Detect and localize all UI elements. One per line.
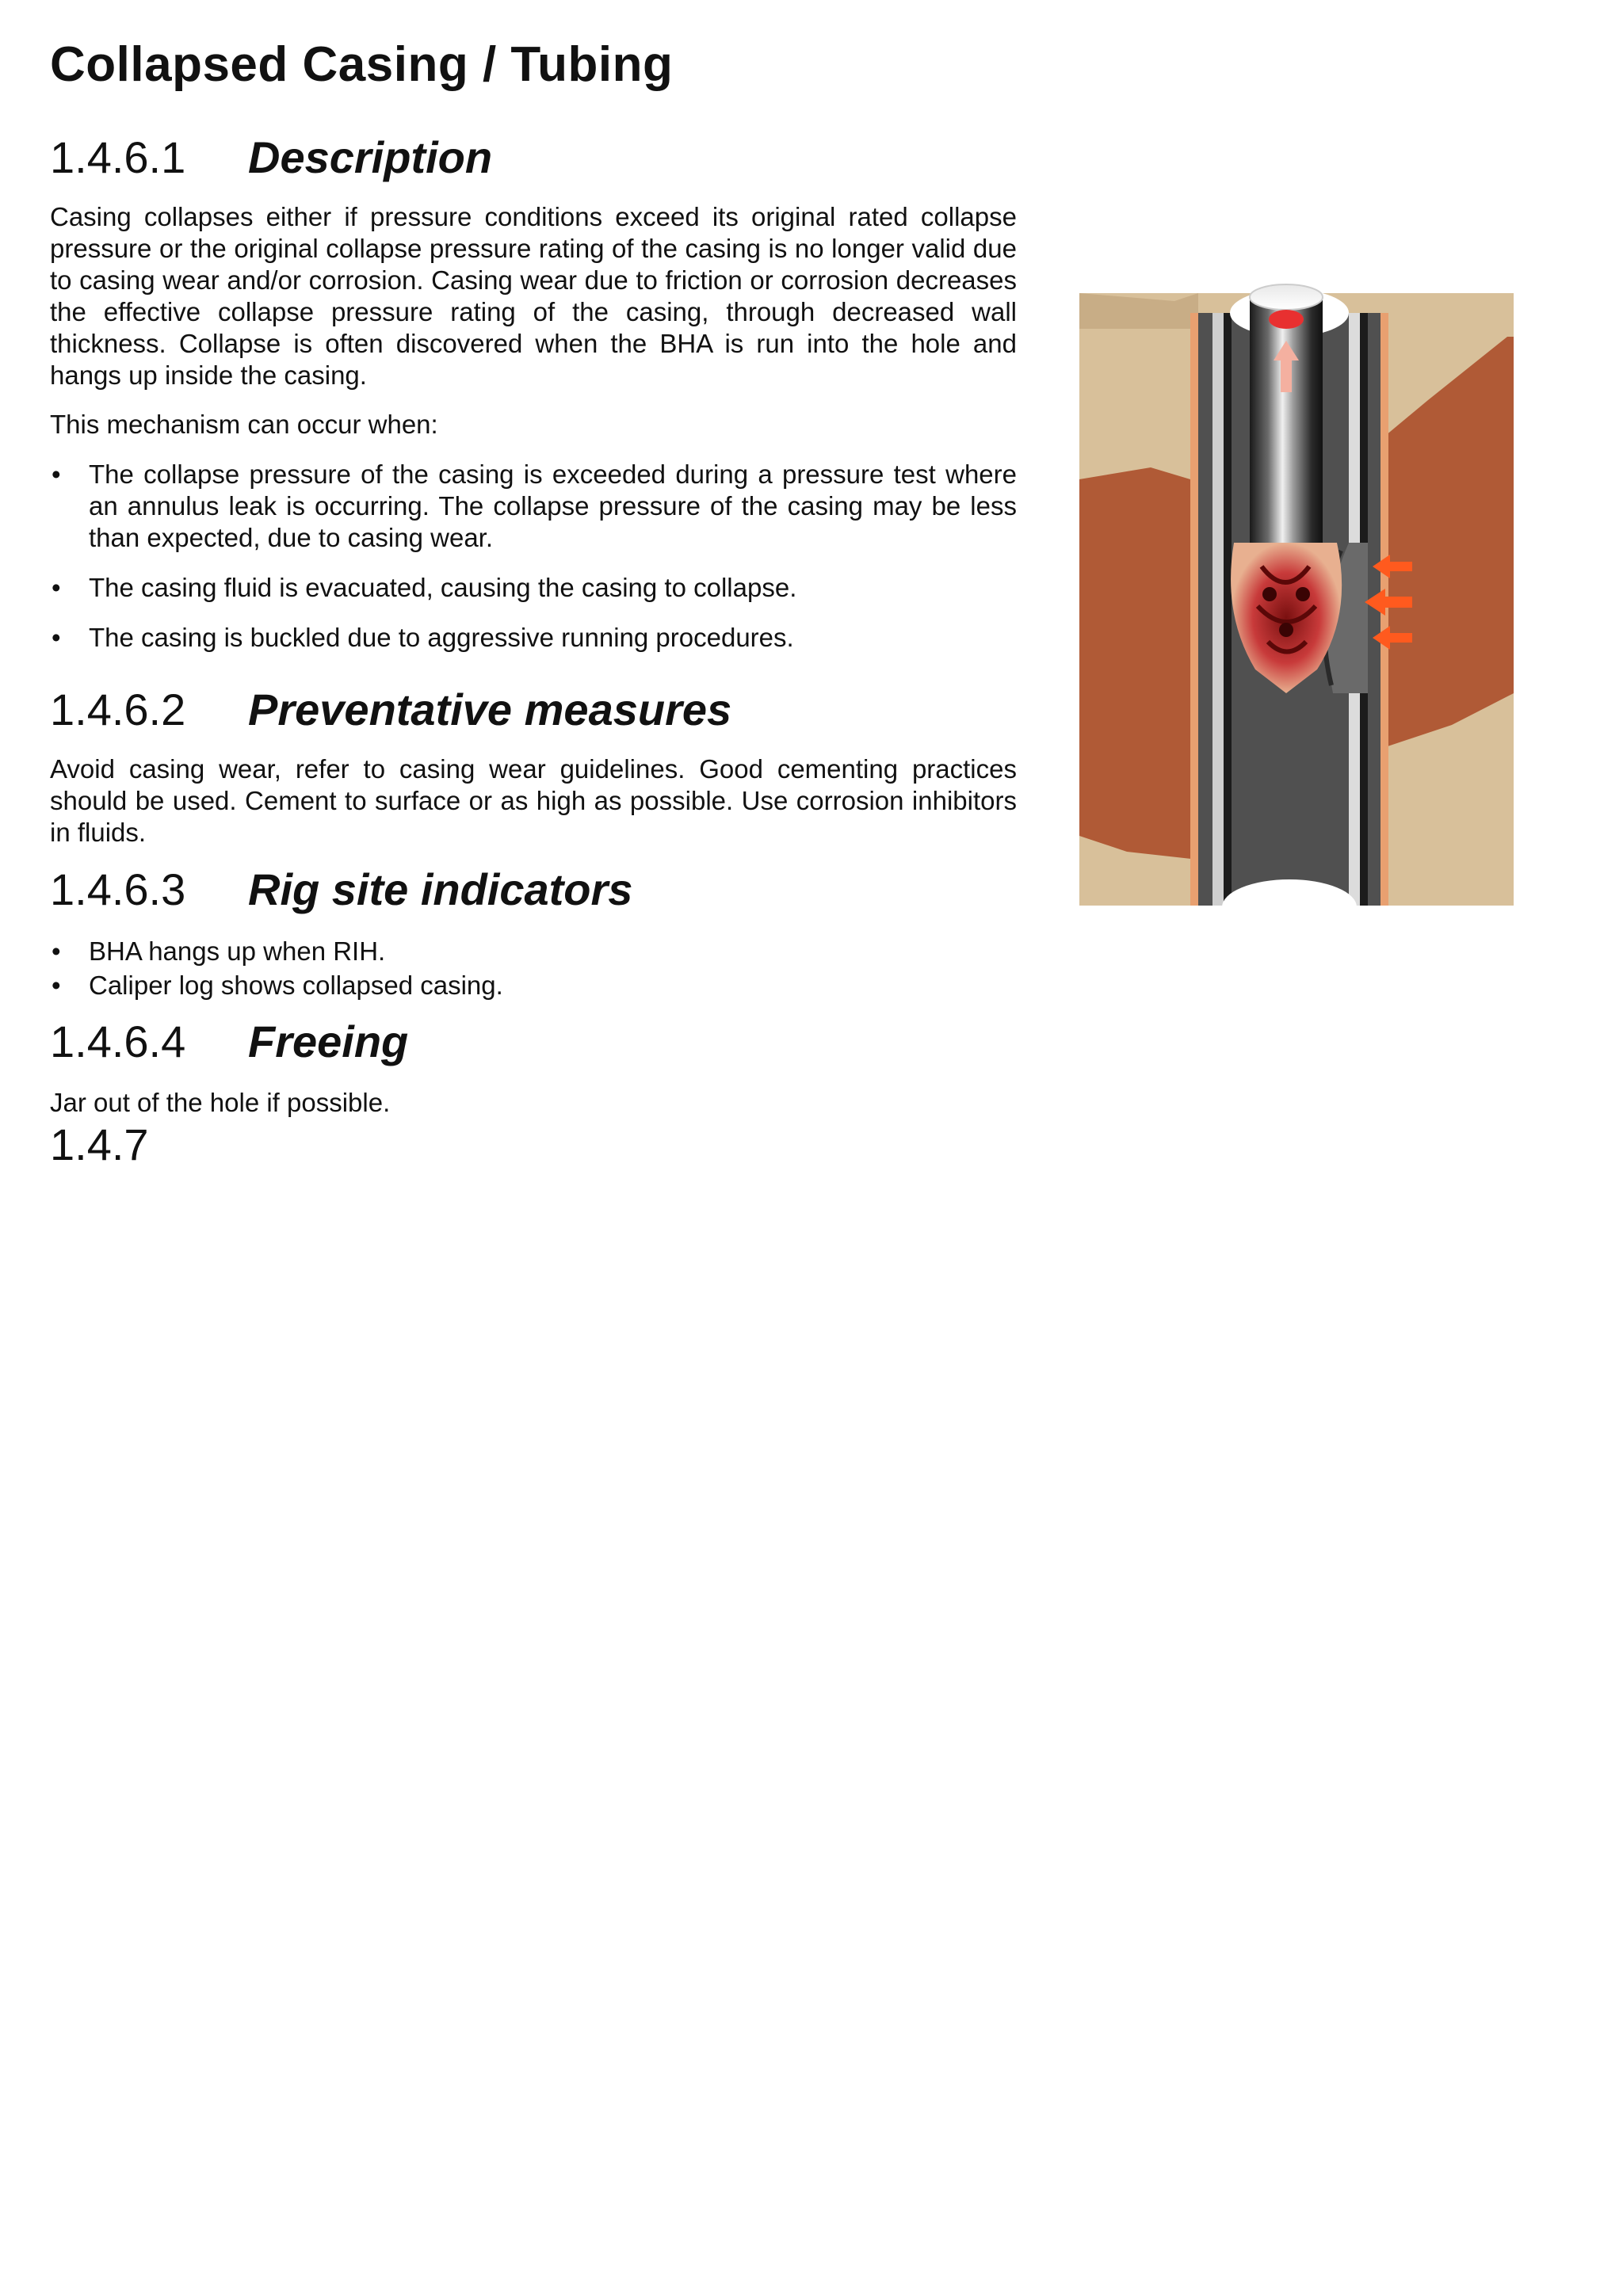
section-number: 1.4.6.3	[50, 864, 186, 914]
section-title: Rig site indicators	[248, 864, 633, 914]
description-intro: This mechanism can occur when:	[50, 410, 438, 439]
collapsed-casing-illustration	[1079, 281, 1514, 906]
freeing-paragraph: Jar out of the hole if possible.	[50, 1088, 391, 1117]
section-heading-indicators	[50, 864, 632, 915]
formation-layer-left	[1079, 467, 1198, 860]
list-item-text: BHA hangs up when RIH.	[89, 936, 386, 966]
list-item-text: Caliper log shows collapsed casing.	[89, 971, 503, 1000]
drill-bit-nozzle	[1279, 623, 1293, 637]
section-title: Description	[248, 132, 493, 182]
bullet-icon: •	[52, 623, 61, 652]
list-item	[50, 572, 1017, 604]
document-title: Collapsed Casing / Tubing	[50, 37, 674, 92]
section-number: 1.4.6.2	[50, 685, 186, 734]
casing-wall-left	[1212, 313, 1224, 906]
list-item	[50, 936, 1017, 967]
section-title: Preventative measures	[248, 685, 732, 734]
section-heading-next	[50, 1119, 248, 1170]
section-heading-description	[50, 132, 492, 183]
bullet-icon: •	[52, 936, 61, 966]
list-item-text: The collapse pressure of the casing is exceeded during a pressure test where an annulus leak is occurring. The collapse pressure of the casing may be less than expected, due to casing wear.	[89, 460, 1017, 552]
section-number: 1.4.6.4	[50, 1016, 186, 1066]
list-item-text: The casing fluid is evacuated, causing the casing to collapse.	[89, 573, 797, 602]
drill-bit-nozzle	[1296, 587, 1310, 601]
list-item	[50, 459, 1017, 554]
list-item	[50, 970, 1017, 1001]
preventative-paragraph: Avoid casing wear, refer to casing wear guidelines. Good cementing practices should be used. Cement to surface or as high as possible. Use corrosion inhibitors in fluids.	[50, 754, 1017, 847]
list-item	[50, 622, 1017, 654]
list-item-text: The casing is buckled due to aggressive running procedures.	[89, 623, 794, 652]
section-heading-freeing	[50, 1016, 408, 1067]
bullet-icon: •	[52, 573, 61, 602]
drill-pipe	[1250, 297, 1323, 559]
pull-indicator	[1269, 310, 1304, 329]
section-number: 1.4.6.1	[50, 132, 186, 182]
drill-pipe-top	[1250, 284, 1323, 310]
section-number: 1.4.7	[50, 1119, 149, 1169]
casing-wall-left-shadow	[1224, 313, 1232, 906]
bullet-icon: •	[52, 971, 61, 1000]
section-title: Freeing	[248, 1016, 409, 1066]
indicators-bullet-list	[50, 936, 1017, 1001]
description-paragraph: Casing collapses either if pressure conditions exceed its original rated collapse pressure or the original collapse pressure rating of the casing is no longer valid due to casing wear and/or corrosion. Casing wear due to friction or corrosion decreases the effective collapse pressure rating of the casing, through decreased wall thickness. Collapse is often discovered when the BHA is run into the hole and hangs up inside the casing.	[50, 202, 1017, 390]
section-heading-preventative	[50, 684, 731, 735]
drill-bit-nozzle	[1262, 587, 1277, 601]
bullet-icon: •	[52, 460, 61, 489]
description-bullet-list	[50, 459, 1017, 654]
